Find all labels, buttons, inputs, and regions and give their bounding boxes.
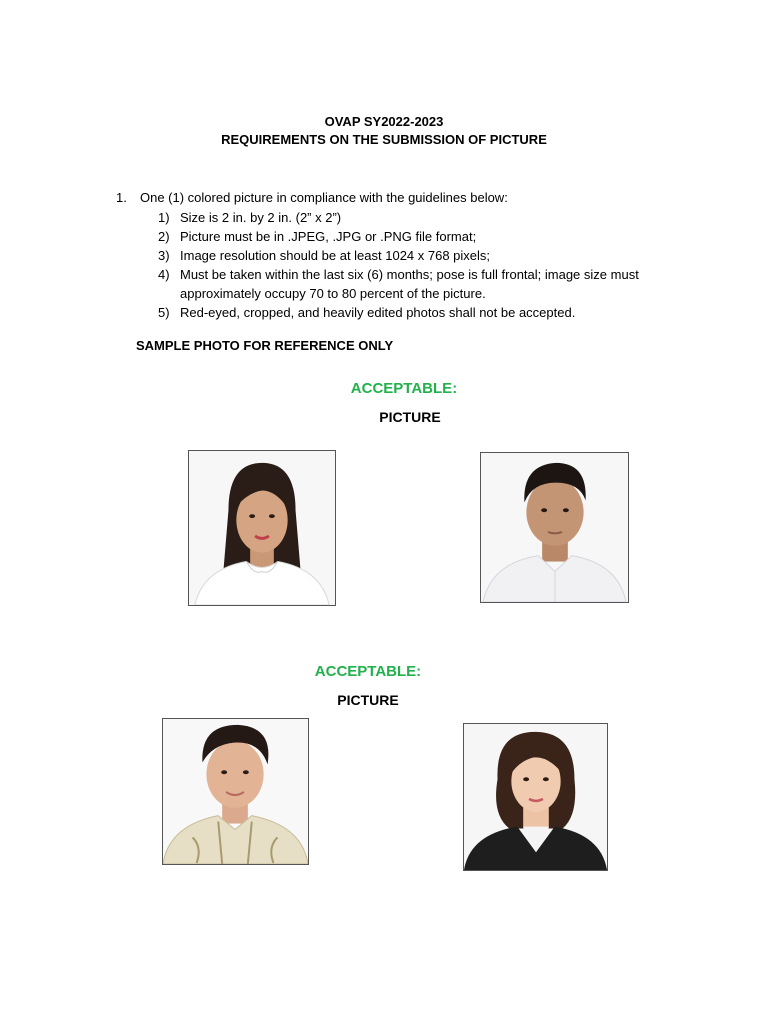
portrait-image bbox=[464, 724, 607, 870]
guideline-item: 3) Image resolution should be at least 1024 x 768 pixels; bbox=[158, 248, 491, 263]
guideline-item: 5) Red-eyed, cropped, and heavily edited photos shall not be accepted. bbox=[158, 305, 576, 320]
sample-photo-woman-1 bbox=[188, 450, 336, 606]
sample-photo-man-1 bbox=[480, 452, 629, 603]
portrait-image bbox=[481, 453, 628, 602]
picture-label-1: PICTURE bbox=[379, 409, 441, 425]
item-text: One (1) colored picture in compliance with the guidelines below: bbox=[140, 190, 508, 205]
sample-photo-man-2 bbox=[162, 718, 309, 865]
acceptable-label-1: ACCEPTABLE: bbox=[350, 380, 458, 397]
picture-label-2: PICTURE bbox=[337, 692, 399, 708]
guideline-item: 1) Size is 2 in. by 2 in. (2” x 2”) bbox=[158, 210, 342, 225]
acceptable-label-2: ACCEPTABLE: bbox=[314, 663, 422, 680]
portrait-image bbox=[189, 451, 335, 605]
guideline-item: 2) Picture must be in .JPEG, .JPG or .PNG file format; bbox=[158, 229, 477, 244]
guideline-list bbox=[158, 208, 688, 322]
item-number: 1. bbox=[116, 190, 127, 205]
sample-heading: SAMPLE PHOTO FOR REFERENCE ONLY bbox=[136, 338, 394, 353]
sample-photo-woman-2 bbox=[463, 723, 608, 871]
document-title: OVAP SY2022-2023 bbox=[324, 114, 444, 129]
guideline-item: 4) Must be taken within the last six (6) months; pose is full frontal; image size must approximately occupy 70 to 80 percent of the picture. bbox=[158, 267, 639, 301]
document-subtitle: REQUIREMENTS ON THE SUBMISSION OF PICTURE bbox=[221, 132, 547, 147]
portrait-image bbox=[163, 719, 308, 864]
